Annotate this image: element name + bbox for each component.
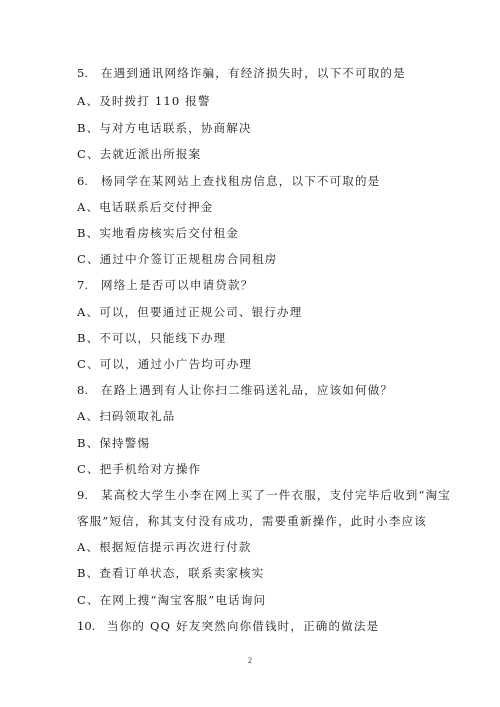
question-5-option-c: C、去就近派出所报案 — [77, 147, 202, 161]
question-5-option-a: A、及时拨打 110 报警 — [77, 94, 211, 108]
question-5-stem — [77, 66, 406, 80]
question-7-option-b: B、不可以，只能线下办理 — [77, 331, 227, 345]
question-text: 杨同学在某网站上查找租房信息，以下不可取的是 — [101, 174, 381, 188]
question-number: 10. — [77, 619, 96, 633]
question-7-option-c: C、可以，通过小广告均可办理 — [77, 357, 253, 371]
question-number: 6. — [77, 174, 88, 188]
question-9-option-c: C、在网上搜“淘宝客服”电话询问 — [77, 593, 267, 607]
question-9-option-b: B、查看订单状态，联系卖家核实 — [77, 566, 265, 580]
page-number: 2 — [248, 656, 252, 665]
question-number: 8. — [77, 383, 88, 397]
question-number: 9. — [77, 488, 88, 502]
question-number: 7. — [77, 278, 88, 292]
question-text: 网络上是否可以申请贷款？ — [101, 278, 254, 292]
question-10-stem — [77, 619, 379, 633]
question-7-option-a: A、可以，但要通过正规公司、银行办理 — [77, 305, 303, 319]
question-5-option-b: B、与对方电话联系，协商解决 — [77, 121, 252, 135]
question-9-stem-line-2: 客服”短信，称其支付没有成功，需要重新操作，此时小李应该 — [77, 514, 427, 528]
question-8-option-b: B、保持警惕 — [77, 436, 151, 450]
question-text: 某高校大学生小李在网上买了一件衣服，支付完毕后收到“淘宝 — [101, 488, 451, 502]
question-6-stem — [77, 174, 380, 188]
question-8-stem — [77, 383, 393, 397]
question-8-option-a: A、扫码领取礼品 — [77, 409, 176, 423]
question-6-option-c: C、通过中介签订正规租房合同租房 — [77, 252, 278, 266]
question-number: 5. — [77, 66, 88, 80]
question-7-stem — [77, 278, 253, 292]
question-9-option-a: A、根据短信提示再次进行付款 — [77, 540, 252, 554]
question-9-stem-line-1 — [77, 488, 451, 502]
question-text: 在遇到通讯网络诈骗，有经济损失时，以下不可取的是 — [101, 66, 406, 80]
question-text: 在路上遇到有人让你扫二维码送礼品，应该如何做？ — [101, 383, 394, 397]
question-6-option-a: A、电话联系后交付押金 — [77, 200, 214, 214]
question-8-option-c: C、把手机给对方操作 — [77, 462, 202, 476]
question-text: 当你的 QQ 好友突然向你借钱时，正确的做法是 — [107, 619, 380, 633]
question-6-option-b: B、实地看房核实后交付租金 — [77, 226, 240, 240]
